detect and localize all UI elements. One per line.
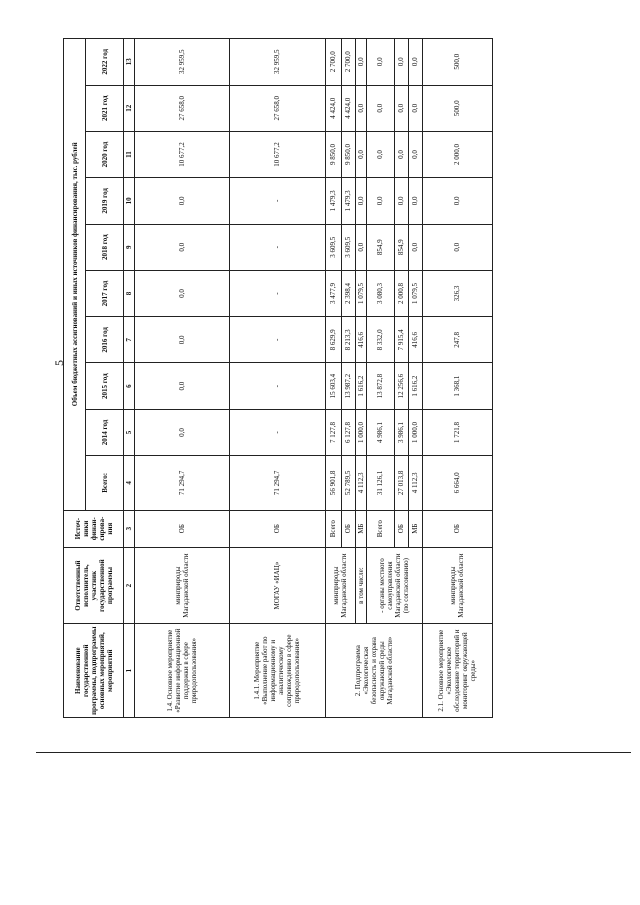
row-source: Всего xyxy=(366,510,394,547)
cell-value: 2 000,0 xyxy=(422,131,492,177)
header-executor-col: Ответственный исполнитель, участник государственной программы xyxy=(64,547,124,624)
header-source-col: Источники финансирования xyxy=(64,510,124,547)
cell-value: - xyxy=(230,270,325,316)
cell-value: 8 213,3 xyxy=(341,317,355,363)
col-index: 12 xyxy=(124,85,135,131)
cell-value: 2 000,8 xyxy=(394,270,408,316)
cell-value: 0,0 xyxy=(135,409,230,455)
cell-value: 326,3 xyxy=(422,270,492,316)
cell-value: 0,0 xyxy=(394,178,408,224)
row-executor: минприроды Магаданской области xyxy=(325,547,355,624)
row-source: МБ xyxy=(408,510,422,547)
cell-value: 0,0 xyxy=(422,224,492,270)
table-row xyxy=(366,39,394,718)
cell-value: 3 609,5 xyxy=(325,224,341,270)
header-year: 2019 год xyxy=(86,178,124,224)
header-total: Всего: xyxy=(86,456,124,510)
cell-value: 0,0 xyxy=(135,178,230,224)
cell-value: 27 658,0 xyxy=(135,85,230,131)
row-executor-note: в том числе: xyxy=(355,547,366,624)
cell-value: 854,9 xyxy=(366,224,394,270)
cell-total: 56 901,8 xyxy=(325,456,341,510)
cell-value: 0,0 xyxy=(408,85,422,131)
budget-table-rotated xyxy=(63,38,493,718)
table-row xyxy=(135,39,230,718)
cell-value: 0,0 xyxy=(394,39,408,86)
cell-total: 71 294,7 xyxy=(230,456,325,510)
cell-value: 1 616,2 xyxy=(408,363,422,409)
cell-value: 32 959,5 xyxy=(135,39,230,86)
cell-value: 0,0 xyxy=(135,317,230,363)
cell-value: 500,0 xyxy=(422,39,492,86)
cell-value: 10 677,2 xyxy=(135,131,230,177)
col-index: 6 xyxy=(124,363,135,409)
cell-value: 1 368,1 xyxy=(422,363,492,409)
cell-value: 0,0 xyxy=(408,224,422,270)
col-index: 13 xyxy=(124,39,135,86)
cell-value: 416,6 xyxy=(408,317,422,363)
row-name: 2. Подпрограмма «Экологическая безопасность и охрана окружающей среды Магаданской области» xyxy=(325,624,422,718)
col-index: 4 xyxy=(124,456,135,510)
header-year: 2014 год xyxy=(86,409,124,455)
cell-value: 0,0 xyxy=(355,131,366,177)
cell-total: 4 112,3 xyxy=(355,456,366,510)
cell-value: - xyxy=(230,363,325,409)
row-source: ОБ xyxy=(422,510,492,547)
cell-value: 1 000,0 xyxy=(355,409,366,455)
cell-value: 416,6 xyxy=(355,317,366,363)
cell-value: 6 127,8 xyxy=(341,409,355,455)
cell-value: 1 479,3 xyxy=(325,178,341,224)
cell-value: 10 677,2 xyxy=(230,131,325,177)
col-index: 11 xyxy=(124,131,135,177)
cell-value: 0,0 xyxy=(366,131,394,177)
cell-total: 71 294,7 xyxy=(135,456,230,510)
cell-value: 0,0 xyxy=(135,270,230,316)
header-funding: Объем бюджетных ассигнований и иных источников финансирования, тыс. рублей xyxy=(64,39,86,511)
cell-value: 27 658,0 xyxy=(230,85,325,131)
col-index: 1 xyxy=(124,624,135,718)
cell-value: 1 079,5 xyxy=(355,270,366,316)
row-source: ОБ xyxy=(394,510,408,547)
header-name-col: Наименование государственной программы, подпрограммы основных мероприятий, мероприятий xyxy=(64,624,124,718)
cell-value: 0,0 xyxy=(366,178,394,224)
cell-value: 2 700,0 xyxy=(325,39,341,86)
row-source: Всего xyxy=(325,510,341,547)
cell-value: 0,0 xyxy=(355,85,366,131)
cell-value: 3 986,1 xyxy=(394,409,408,455)
cell-value: - xyxy=(230,409,325,455)
cell-value: 500,0 xyxy=(422,85,492,131)
col-index: 5 xyxy=(124,409,135,455)
cell-value: 13 872,8 xyxy=(366,363,394,409)
cell-value: 247,8 xyxy=(422,317,492,363)
row-source: ОБ xyxy=(341,510,355,547)
cell-value: 4 986,1 xyxy=(366,409,394,455)
cell-value: 13 987,2 xyxy=(341,363,355,409)
row-source: ОБ xyxy=(135,510,230,547)
cell-value: 0,0 xyxy=(408,178,422,224)
table-row xyxy=(422,39,492,718)
cell-value: 9 850,0 xyxy=(341,131,355,177)
row-source: МБ xyxy=(355,510,366,547)
cell-value: 0,0 xyxy=(135,363,230,409)
header-year: 2015 год xyxy=(86,363,124,409)
table-row xyxy=(355,39,366,718)
cell-value: 1 721,8 xyxy=(422,409,492,455)
cell-value: 0,0 xyxy=(366,85,394,131)
cell-value: 4 424,0 xyxy=(325,85,341,131)
row-executor: - органы местного самоуправления Магаданской области (по согласованию) xyxy=(366,547,422,624)
cell-value: 32 959,5 xyxy=(230,39,325,86)
cell-value: 1 000,0 xyxy=(408,409,422,455)
col-index: 8 xyxy=(124,270,135,316)
cell-total: 52 789,5 xyxy=(341,456,355,510)
cell-total: 6 664,0 xyxy=(422,456,492,510)
col-index: 10 xyxy=(124,178,135,224)
cell-value: 0,0 xyxy=(135,224,230,270)
cell-value: 0,0 xyxy=(394,85,408,131)
cell-value: 8 629,9 xyxy=(325,317,341,363)
cell-value: - xyxy=(230,317,325,363)
table-row xyxy=(230,39,325,718)
cell-value: 15 603,4 xyxy=(325,363,341,409)
cell-value: 8 332,0 xyxy=(366,317,394,363)
header-year: 2016 год xyxy=(86,317,124,363)
cell-total: 27 013,8 xyxy=(394,456,408,510)
row-executor: минприроды Магаданской области xyxy=(135,547,230,624)
row-executor: МОГАУ «ИАЦ» xyxy=(230,547,325,624)
cell-value: 1 079,5 xyxy=(408,270,422,316)
cell-value: - xyxy=(230,224,325,270)
cell-value: 0,0 xyxy=(408,131,422,177)
col-index: 3 xyxy=(124,510,135,547)
row-name: 2.1. Основное мероприятие «Экологическое обследование территорий и мониторинг окружающей среды» xyxy=(422,624,492,718)
table-row xyxy=(325,39,341,718)
header-year: 2018 год xyxy=(86,224,124,270)
cell-value: 2 398,4 xyxy=(341,270,355,316)
cell-value: 1 479,3 xyxy=(341,178,355,224)
cell-value: 3 477,9 xyxy=(325,270,341,316)
budget-table xyxy=(63,38,493,718)
cell-value: 7 915,4 xyxy=(394,317,408,363)
header-year: 2021 год xyxy=(86,85,124,131)
cell-value: 0,0 xyxy=(408,39,422,86)
cell-value: 0,0 xyxy=(355,178,366,224)
header-year: 2022 год xyxy=(86,39,124,86)
cell-value: 0,0 xyxy=(366,39,394,86)
bottom-divider xyxy=(36,752,631,753)
cell-value: 3 609,5 xyxy=(341,224,355,270)
page-number: 5 xyxy=(52,360,66,366)
cell-value: 7 127,8 xyxy=(325,409,341,455)
cell-value: 0,0 xyxy=(355,224,366,270)
cell-value: 1 616,2 xyxy=(355,363,366,409)
cell-value: 4 424,0 xyxy=(341,85,355,131)
header-year: 2020 год xyxy=(86,131,124,177)
col-index: 2 xyxy=(124,547,135,624)
row-source: ОБ xyxy=(230,510,325,547)
cell-value: 0,0 xyxy=(422,178,492,224)
cell-value: - xyxy=(230,178,325,224)
cell-value: 0,0 xyxy=(394,131,408,177)
cell-value: 3 080,3 xyxy=(366,270,394,316)
cell-value: 2 700,0 xyxy=(341,39,355,86)
row-name: 1.4. Основное мероприятие «Развитие информационной поддержки в сфере природопользования» xyxy=(135,624,230,718)
row-name: 1.4.1. Мероприятие «Выполнение работ по информационному и аналитическому сопровождению в сфере природопользования» xyxy=(230,624,325,718)
cell-total: 4 112,3 xyxy=(408,456,422,510)
cell-total: 31 126,1 xyxy=(366,456,394,510)
row-executor: минприроды Магаданской области xyxy=(422,547,492,624)
cell-value: 0,0 xyxy=(355,39,366,86)
col-index: 9 xyxy=(124,224,135,270)
cell-value: 12 256,6 xyxy=(394,363,408,409)
header-year: 2017 год xyxy=(86,270,124,316)
col-index: 7 xyxy=(124,317,135,363)
cell-value: 9 850,0 xyxy=(325,131,341,177)
index-row xyxy=(124,39,135,718)
cell-value: 854,9 xyxy=(394,224,408,270)
